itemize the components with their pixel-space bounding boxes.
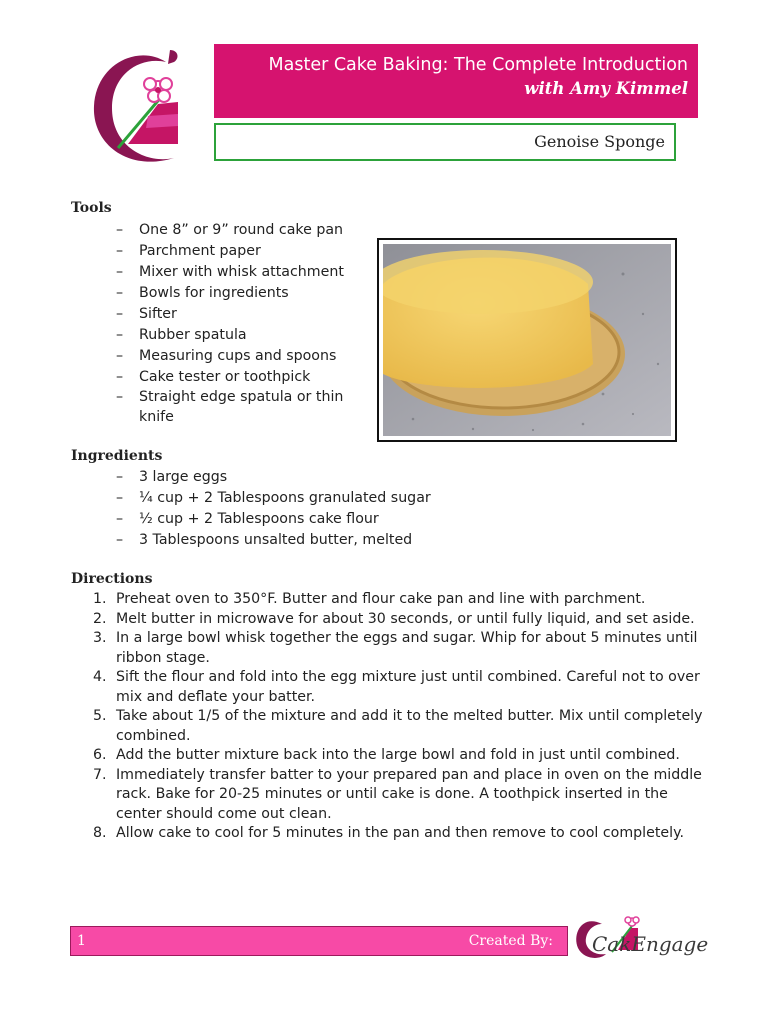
list-item xyxy=(71,590,711,610)
step-text: Sift the flour and fold into the egg mixture just until combined. Careful not to over mix and deflate your batter. xyxy=(116,669,700,705)
step-text: Melt butter in microwave for about 30 seconds, or until fully liquid, and set aside. xyxy=(116,610,695,627)
ingredients-heading: Ingredients xyxy=(71,448,163,464)
list-item: – 3 Tablespoons unsalted butter, melted xyxy=(116,530,536,551)
created-by-label: Created By: xyxy=(468,933,553,949)
list-item: – One 8” or 9” round cake pan xyxy=(116,220,356,241)
list-item xyxy=(71,824,711,844)
step-text: Add the butter mixture back into the large bowl and fold in just until combined. xyxy=(116,747,680,763)
list-item: – 3 large eggs xyxy=(116,467,536,488)
list-item: – ½ cup + 2 Tablespoons cake flour xyxy=(116,509,536,530)
directions-heading: Directions xyxy=(71,571,153,587)
list-item: – Sifter xyxy=(116,304,356,325)
header-banner xyxy=(214,44,698,118)
step-text: Allow cake to cool for 5 minutes in the pan and then remove to cool completely. xyxy=(116,825,684,841)
list-item xyxy=(71,610,711,630)
course-title: Master Cake Baking: The Complete Introduction xyxy=(268,55,688,75)
list-item: – Mixer with whisk attachment xyxy=(116,262,356,283)
list-item: – Parchment paper xyxy=(116,241,356,262)
step-number: 1. xyxy=(93,591,107,607)
list-item: – Cake tester or toothpick xyxy=(116,367,356,388)
step-number: 3. xyxy=(93,630,107,646)
step-number: 7. xyxy=(93,766,107,783)
step-text: In a large bowl whisk together the eggs and sugar. Whip for about 5 minutes until ribbon stage. xyxy=(116,630,698,666)
page-number: 1 xyxy=(77,933,86,949)
step-number: 8. xyxy=(93,825,107,841)
step-text: Take about 1/5 of the mixture and add it to the melted butter. Mix until completely combined. xyxy=(116,708,703,744)
footer-logo xyxy=(572,910,712,966)
ingredients-list xyxy=(116,467,536,551)
footer-logo-text: CakEngage xyxy=(592,932,709,956)
list-item: – Rubber spatula xyxy=(116,325,356,346)
step-text: Preheat oven to 350°F. Butter and flour cake pan and line with parchment. xyxy=(116,591,646,607)
tools-list xyxy=(116,220,356,427)
step-number: 6. xyxy=(93,747,107,763)
step-number: 4. xyxy=(93,669,107,685)
cake-photo-graphic xyxy=(383,244,671,436)
list-item: – Measuring cups and spoons xyxy=(116,346,356,367)
recipe-name-box xyxy=(214,123,676,161)
step-text: Immediately transfer batter to your prepared pan and place in oven on the middle rack. Bake for 20-25 minutes or until cake is done. A toothpick inserted in the center should come out clean. xyxy=(116,766,702,822)
cake-photo xyxy=(377,238,677,442)
list-item xyxy=(71,629,711,668)
instructor-subtitle: with Amy Kimmel xyxy=(524,79,688,98)
logo-graphic xyxy=(88,44,188,174)
directions-list xyxy=(71,590,711,844)
step-number: 2. xyxy=(93,610,107,627)
list-item: – Bowls for ingredients xyxy=(116,283,356,304)
list-item xyxy=(71,746,711,766)
list-item: – Straight edge spatula or thin knife xyxy=(116,388,356,427)
list-item xyxy=(71,766,711,825)
step-number: 5. xyxy=(93,708,107,724)
footer-bar xyxy=(70,926,568,956)
tools-heading: Tools xyxy=(71,200,112,216)
recipe-name: Genoise Sponge xyxy=(534,132,665,151)
list-item xyxy=(71,668,711,707)
cakengage-logo xyxy=(88,44,188,174)
list-item: – ¼ cup + 2 Tablespoons granulated sugar xyxy=(116,488,536,509)
list-item xyxy=(71,707,711,746)
